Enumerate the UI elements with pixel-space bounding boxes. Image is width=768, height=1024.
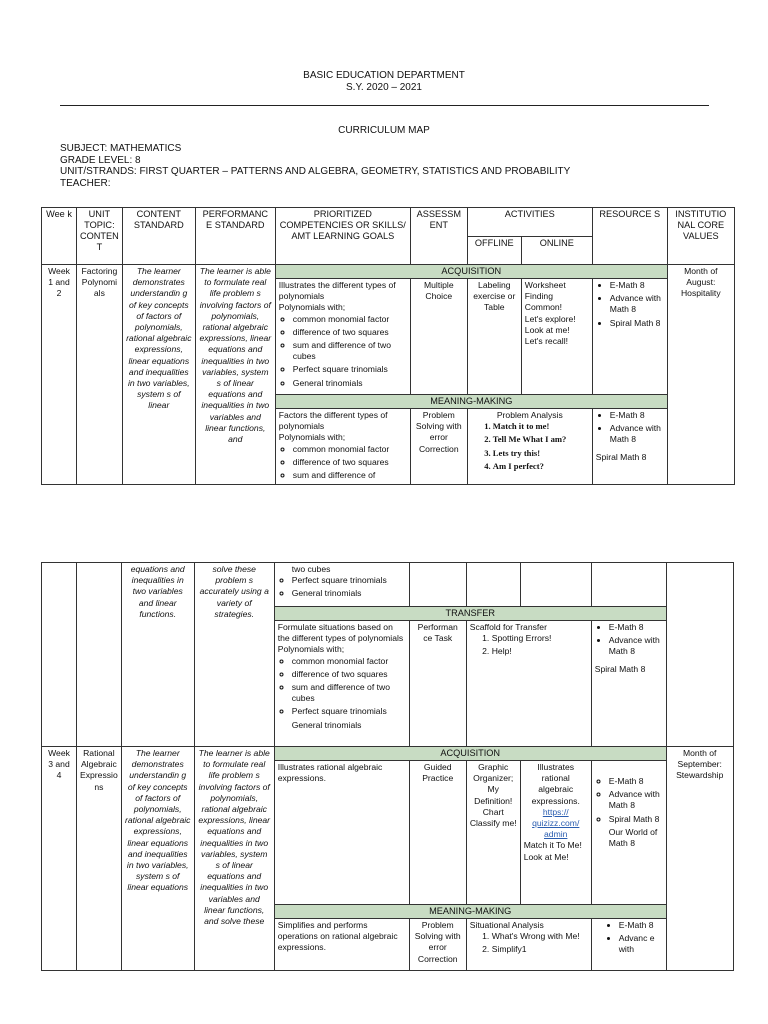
resource-extra: Spiral Math 8: [594, 663, 646, 674]
list-item: ◦ E-Math 8: [609, 776, 663, 787]
unit-topic-cell: Rational Algebraic Expressio ns: [77, 747, 122, 971]
list-item: 3. Lets try this!: [493, 448, 589, 459]
list-item: Finding Common!: [524, 291, 563, 313]
list-item: 1. Match it to me!: [493, 421, 589, 432]
list-item: 1. What's Wrong with Me!: [492, 931, 588, 942]
list-item: Let's recall!: [524, 336, 568, 347]
competencies-cell: Simplifies and performs operations on rational algebraic expressions.: [274, 919, 409, 971]
list-item: 2. Tell Me What I am?: [493, 434, 589, 445]
list-item: • Advance with Math 8: [609, 635, 663, 657]
resources-list: [596, 280, 664, 329]
resources-list: [595, 776, 663, 825]
list-item: ◦ common monomial factor: [292, 656, 406, 667]
core-values-cell: Month of September: Stewardship: [666, 747, 733, 971]
resources-cell: [592, 279, 667, 395]
resources-list: [595, 622, 663, 658]
meta-block: [60, 143, 570, 189]
activity-title: Problem Analysis: [496, 410, 563, 420]
list-item: ◦ General trinomials: [293, 378, 407, 389]
assessment-cell: Multiple Choice: [410, 279, 467, 395]
phase-acquisition: ACQUISITION: [275, 265, 667, 279]
core-values-cell: Month of August: Hospitality: [667, 265, 734, 485]
activity-list: [470, 931, 588, 955]
competency-with: Polynomials with;: [278, 432, 346, 443]
curriculum-table-page1: [41, 207, 735, 485]
list-item: ◦ sum and difference of two cubes: [292, 682, 406, 704]
resources-cell: [591, 919, 666, 971]
list-item: ◦ sum and difference of two cubes: [293, 340, 407, 362]
school-year: S.Y. 2020 – 2021: [346, 82, 422, 93]
list-item: Let's explore!: [524, 313, 576, 324]
list-item: Match it To Me!: [523, 840, 582, 851]
list-item: 2. Simplify1: [492, 944, 588, 955]
phase-meaning-making: MEANING-MAKING: [274, 905, 666, 919]
teacher-line: TEACHER:: [60, 177, 111, 189]
week-cell: Week 3 and 4: [42, 747, 77, 971]
document-title: CURRICULUM MAP: [338, 125, 430, 136]
assessment-cell: Problem Solving with error Correction: [409, 919, 466, 971]
competency-list: [278, 575, 406, 599]
list-item: • Advance with Math 8: [610, 423, 664, 445]
list-item: • E-Math 8: [609, 622, 663, 633]
competency-list: [278, 656, 406, 718]
list-item: • E-Math 8: [610, 410, 664, 421]
col-header-performance-standard: PERFORMANC E STANDARD: [195, 208, 275, 265]
list-item: 2. Help!: [492, 646, 588, 657]
list-item: Worksheet: [524, 280, 566, 290]
col-header-content-standard: CONTENT STANDARD: [122, 208, 195, 265]
performance-standard-cell: The learner is able to formulate real life problem s involving factors of polynomials, rational algebraic expressions, linear equations and inequalities in two variables, system s of linear equations and inequalities in two variables and linear functions, and: [195, 265, 275, 485]
competency-list: [279, 314, 407, 389]
unit-line: UNIT/STRANDS: FIRST QUARTER – PATTERNS AND ALGEBRA, GEOMETRY, STATISTICS AND PROBABILITY: [60, 166, 571, 177]
competency-intro: Illustrates the different types of polynomials: [278, 280, 396, 302]
col-header-offline: OFFLINE: [467, 237, 521, 265]
competency-last: General trinomials: [291, 719, 362, 730]
quizizz-link[interactable]: https:// quizizz.com/ admin: [532, 806, 580, 840]
assessment-continued: [409, 563, 466, 607]
list-item: ◦ difference of two squares: [292, 669, 406, 680]
list-item: Look at Me!: [523, 851, 569, 862]
competency-with: Polynomials with;: [278, 302, 346, 313]
activity-title: Situational Analysis: [469, 920, 544, 930]
phase-meaning-making: MEANING-MAKING: [275, 395, 667, 409]
list-item: • Advanc e with: [619, 933, 663, 955]
competency-with: Polynomials with;: [277, 644, 345, 655]
offline-continued: [466, 563, 520, 607]
content-standard-continued: equations and inequalities in two variables and linear functions.: [121, 563, 194, 747]
list-item: ◦ sum and difference of: [293, 470, 407, 481]
list-item: ◦ Advance with Math 8: [609, 789, 663, 811]
offline-activity-cell: Labeling exercise or Table: [467, 279, 521, 395]
activity-list: [471, 421, 589, 472]
activity-list: [470, 633, 588, 657]
resource-extra: Our World of Math 8: [608, 826, 658, 849]
activities-cell: [467, 409, 592, 485]
competency-intro: Factors the different types of polynomials: [278, 410, 388, 432]
col-header-week: Wee k: [42, 208, 77, 265]
competencies-cell: [274, 621, 409, 747]
resources-cell: [591, 761, 666, 905]
resource-extra: Spiral Math 8: [595, 451, 647, 462]
header-divider: [60, 105, 709, 106]
resources-list: [595, 920, 663, 956]
activities-cell: [466, 621, 591, 747]
list-item: • Spiral Math 8: [610, 318, 664, 329]
list-item: ◦ Perfect square trinomials: [292, 706, 406, 717]
competencies-cell: [275, 279, 410, 395]
assessment-cell: Guided Practice: [409, 761, 466, 905]
list-item: ◦ Spiral Math 8: [609, 814, 663, 825]
week-cell: Week 1 and 2: [42, 265, 77, 485]
unit-topic-cell-continued: [77, 563, 122, 747]
phase-acquisition: ACQUISITION: [274, 747, 666, 761]
col-header-resources: RESOURCE S: [592, 208, 667, 265]
unit-topic-cell: Factoring Polynomi als: [77, 265, 123, 485]
list-item: ◦ difference of two squares: [293, 457, 407, 468]
offline-activity-cell: Graphic Organizer; My Definition! Chart Classify me!: [466, 761, 520, 905]
list-item: ◦ difference of two squares: [293, 327, 407, 338]
assessment-cell: Performan ce Task: [409, 621, 466, 747]
competencies-continued: [274, 563, 409, 607]
performance-standard-continued: solve these problem s accurately using a variety of strategies.: [194, 563, 274, 747]
resources-cell: [591, 621, 666, 747]
activities-cell: [466, 919, 591, 971]
week-cell-continued: [42, 563, 77, 747]
phase-transfer: TRANSFER: [274, 607, 666, 621]
list-item: • Advance with Math 8: [610, 293, 664, 315]
col-header-competencies: PRIORITIZED COMPETENCIES OR SKILLS/ AMT LEARNING GOALS: [275, 208, 410, 265]
content-standard-cell: The learner demonstrates understandin g of key concepts of factors of polynomials, rational algebraic expressions, linear equations and inequalities in two variables, system s of linear equations: [121, 747, 194, 971]
competency-list: [279, 444, 407, 482]
list-item: 1. Spotting Errors!: [492, 633, 588, 644]
competencies-cell: Illustrates rational algebraic expressions.: [274, 761, 409, 905]
competency-intro: Formulate situations based on the different types of polynomials: [277, 622, 404, 644]
resources-list: [596, 410, 664, 446]
performance-standard-cell: The learner is able to formulate real life problem s involving factors of polynomials, rational algebraic expressions, linear equations and inequalities in two variables, system s of linear equations and inequalities in two variables and linear functions, and solve these: [194, 747, 274, 971]
online-activity-cell: [520, 761, 591, 905]
department-title: BASIC EDUCATION DEPARTMENT: [303, 70, 465, 81]
content-standard-cell: The learner demonstrates understandin g of key concepts of factors of polynomials, rational algebraic expressions, linear equations and inequalities in two variables, system s of linear: [122, 265, 195, 485]
competencies-cell: [275, 409, 410, 485]
col-header-core-values: INSTITUTIO NAL CORE VALUES: [667, 208, 734, 265]
online-activity-text: Illustrates rational algebraic expressions.: [531, 762, 580, 806]
subject-line: SUBJECT: MATHEMATICS: [60, 143, 182, 154]
list-item: • E-Math 8: [610, 280, 664, 291]
col-header-assessment: ASSESSM ENT: [410, 208, 467, 265]
list-item: • E-Math 8: [619, 920, 663, 931]
resources-continued: [591, 563, 666, 607]
assessment-cell: Problem Solving with error Correction: [410, 409, 467, 485]
col-header-online: ONLINE: [521, 237, 592, 265]
core-values-continued: [666, 563, 733, 747]
online-activity-cell: [521, 279, 592, 395]
col-header-activities: ACTIVITIES: [467, 208, 592, 237]
col-header-unit-topic: UNIT TOPIC: CONTEN T: [77, 208, 123, 265]
list-item: ◦ Perfect square trinomials: [293, 364, 407, 375]
curriculum-table-page2: [41, 562, 734, 971]
list-item: ◦ common monomial factor: [293, 444, 407, 455]
list-item: ◦ Perfect square trinomials: [292, 575, 406, 586]
resources-cell: [592, 409, 667, 485]
list-item: Look at me!: [524, 324, 570, 335]
activity-title: Scaffold for Transfer: [469, 622, 547, 632]
list-item: ◦ General trinomials: [292, 588, 406, 599]
grade-line: GRADE LEVEL: 8: [60, 154, 141, 166]
competency-wrap: two cubes: [291, 564, 331, 574]
list-item: 4. Am I perfect?: [493, 461, 589, 472]
list-item: ◦ common monomial factor: [293, 314, 407, 325]
online-continued: [520, 563, 591, 607]
